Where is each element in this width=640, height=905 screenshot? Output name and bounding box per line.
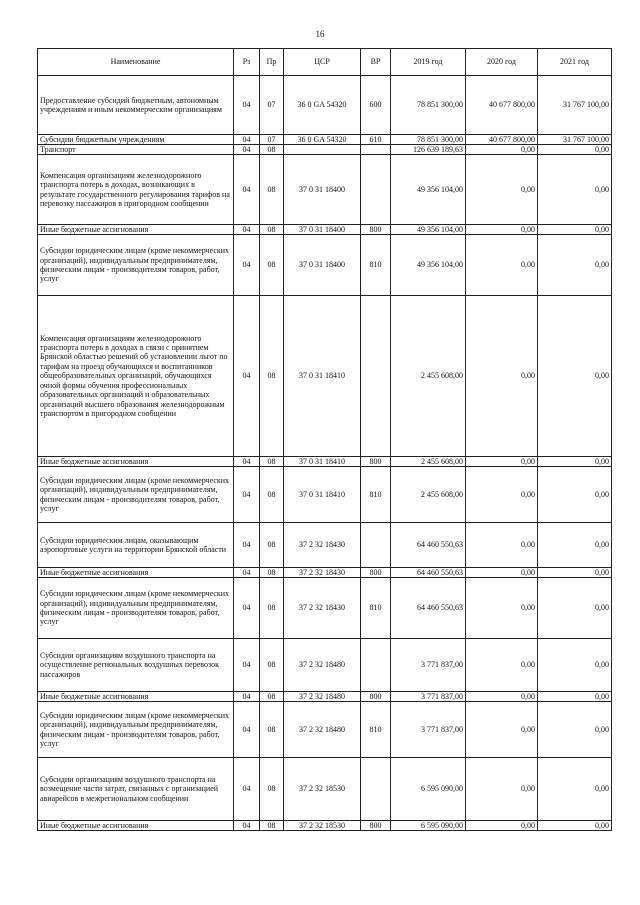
cell-2020: 0,00 [466,467,538,523]
cell-csr [284,145,361,155]
cell-vr: 800 [361,568,391,578]
cell-2020: 0,00 [466,155,538,225]
cell-vr: 810 [361,467,391,523]
cell-name: Субсидии бюджетным учреждениям [38,135,234,145]
cell-2021: 0,00 [538,467,612,523]
cell-2020: 0,00 [466,692,538,702]
cell-rz: 04 [234,702,260,758]
cell-2019: 64 460 550,63 [391,578,466,639]
cell-csr: 37 2 32 18530 [284,821,361,831]
cell-csr: 37 0 31 18400 [284,155,361,225]
cell-pr: 08 [260,578,284,639]
cell-vr: 800 [361,457,391,467]
cell-pr: 07 [260,135,284,145]
cell-2019: 6 595 090,00 [391,821,466,831]
cell-csr: 36 0 GA 54320 [284,135,361,145]
table-row [38,578,612,639]
cell-rz: 04 [234,568,260,578]
header-2021: 2021 год [538,49,612,76]
cell-rz: 04 [234,145,260,155]
cell-2020: 0,00 [466,457,538,467]
cell-vr [361,296,391,457]
header-rz: Рз [234,49,260,76]
cell-pr: 08 [260,296,284,457]
cell-pr: 08 [260,568,284,578]
header-csr: ЦСР [284,49,361,76]
cell-rz: 04 [234,225,260,235]
cell-2021: 0,00 [538,702,612,758]
cell-csr: 37 0 31 18400 [284,235,361,296]
cell-rz: 04 [234,523,260,568]
cell-2020: 0,00 [466,821,538,831]
cell-name: Компенсация организациям железнодорожного транспорта потерь в доходах, возникающих в результате государственного регулирования тарифов на перевозку пассажиров в пригородном сообщении [38,155,234,225]
cell-2021: 0,00 [538,457,612,467]
table-row [38,523,612,568]
cell-2020: 0,00 [466,758,538,821]
cell-pr: 08 [260,639,284,692]
table-row [38,639,612,692]
cell-pr: 08 [260,702,284,758]
header-2020: 2020 год [466,49,538,76]
cell-vr: 810 [361,578,391,639]
cell-csr: 37 2 32 18480 [284,639,361,692]
cell-2019: 126 639 189,63 [391,145,466,155]
cell-2021: 31 767 100,00 [538,76,612,135]
cell-2020: 0,00 [466,702,538,758]
cell-name: Иные бюджетные ассигнования [38,225,234,235]
cell-2021: 0,00 [538,568,612,578]
cell-csr: 37 2 32 18480 [284,702,361,758]
cell-name: Субсидии юридическим лицам (кроме некоммерческих организаций), индивидуальным предпринимателям, физическим лицам - производителям товаров, работ, услуг [38,578,234,639]
table-body [38,76,612,831]
cell-vr [361,758,391,821]
cell-2021: 0,00 [538,639,612,692]
table-row [38,145,612,155]
cell-csr: 37 2 32 18530 [284,758,361,821]
cell-csr: 37 2 32 18430 [284,578,361,639]
cell-2019: 49 356 104,00 [391,235,466,296]
cell-vr [361,155,391,225]
cell-name: Транспорт [38,145,234,155]
cell-2020: 0,00 [466,568,538,578]
cell-rz: 04 [234,821,260,831]
cell-csr: 37 0 31 18410 [284,457,361,467]
table-row [38,457,612,467]
cell-rz: 04 [234,457,260,467]
cell-rz: 04 [234,467,260,523]
cell-name: Иные бюджетные ассигнования [38,568,234,578]
table-row [38,296,612,457]
cell-2020: 0,00 [466,225,538,235]
cell-2021: 0,00 [538,225,612,235]
cell-2020: 0,00 [466,523,538,568]
cell-2020: 40 677 800,00 [466,76,538,135]
cell-2021: 0,00 [538,155,612,225]
cell-2021: 0,00 [538,758,612,821]
cell-2019: 2 455 608,00 [391,467,466,523]
table-row [38,758,612,821]
cell-name: Субсидии юридическим лицам (кроме некоммерческих организаций), индивидуальным предпринимателям, физическим лицам - производителям товаров, работ, услуг [38,702,234,758]
cell-pr: 08 [260,692,284,702]
cell-vr: 800 [361,821,391,831]
cell-2020: 0,00 [466,145,538,155]
cell-2019: 3 771 837,00 [391,639,466,692]
table-row [38,135,612,145]
table-row [38,568,612,578]
cell-2019: 49 356 104,00 [391,225,466,235]
cell-2020: 0,00 [466,639,538,692]
table-row [38,235,612,296]
cell-pr: 08 [260,235,284,296]
cell-pr: 07 [260,76,284,135]
cell-pr: 08 [260,155,284,225]
table-row [38,76,612,135]
cell-2021: 0,00 [538,578,612,639]
cell-name: Субсидии организациям воздушного транспорта на возмещение части затрат, связанных с организацией авиарейсов в межрегиональном сообщении [38,758,234,821]
cell-csr: 37 0 31 18410 [284,467,361,523]
cell-vr: 800 [361,225,391,235]
cell-2019: 49 356 104,00 [391,155,466,225]
cell-vr [361,145,391,155]
cell-2019: 3 771 837,00 [391,702,466,758]
cell-2019: 3 771 837,00 [391,692,466,702]
table-row [38,821,612,831]
cell-pr: 08 [260,145,284,155]
cell-name: Предоставление субсидий бюджетным, автономным учреждениям и иным некоммерческим организациям [38,76,234,135]
cell-2021: 0,00 [538,296,612,457]
table-row [38,692,612,702]
cell-name: Компенсация организациям железнодорожного транспорта потерь в доходах в связи с принятием Брянской областью решений об установлении льгот по тарифам на проезд обучающихся и воспитанников общеобразовательных организаций, обучающихся очной формы обучения профессиональных образовательных организаций и образовательных организаций высшего образования железнодорожным транспортом в пригородном сообщении [38,296,234,457]
budget-table [37,48,612,831]
cell-2019: 6 595 090,00 [391,758,466,821]
page-number: 16 [315,29,325,39]
cell-csr: 36 0 GA 54320 [284,76,361,135]
cell-vr: 810 [361,235,391,296]
cell-vr: 600 [361,76,391,135]
header-2019: 2019 год [391,49,466,76]
cell-2020: 40 677 800,00 [466,135,538,145]
cell-csr: 37 0 31 18400 [284,225,361,235]
cell-name: Иные бюджетные ассигнования [38,821,234,831]
cell-2019: 2 455 608,00 [391,296,466,457]
cell-2019: 2 455 608,00 [391,457,466,467]
cell-vr: 800 [361,692,391,702]
header-name: Наименование [38,49,234,76]
cell-vr [361,639,391,692]
cell-pr: 08 [260,225,284,235]
cell-rz: 04 [234,692,260,702]
cell-rz: 04 [234,758,260,821]
table-row [38,225,612,235]
cell-vr: 810 [361,702,391,758]
cell-2021: 0,00 [538,145,612,155]
cell-csr: 37 2 32 18480 [284,692,361,702]
cell-name: Субсидии юридическим лицам (кроме некоммерческих организаций), индивидуальным предпринимателям, физическим лицам - производителям товаров, работ, услуг [38,467,234,523]
header-pr: Пр [260,49,284,76]
cell-name: Субсидии юридическим лицам, оказывающим аэропортовые услуги на территории Брянской области [38,523,234,568]
cell-vr [361,523,391,568]
cell-name: Иные бюджетные ассигнования [38,457,234,467]
cell-rz: 04 [234,639,260,692]
cell-name: Иные бюджетные ассигнования [38,692,234,702]
table-row [38,467,612,523]
cell-2021: 0,00 [538,692,612,702]
cell-pr: 08 [260,821,284,831]
cell-2020: 0,00 [466,235,538,296]
cell-rz: 04 [234,155,260,225]
cell-csr: 37 0 31 18410 [284,296,361,457]
cell-pr: 08 [260,523,284,568]
cell-pr: 08 [260,457,284,467]
cell-name: Субсидии организациям воздушного транспорта на осуществление региональных воздушных перевозок пассажиров [38,639,234,692]
cell-2020: 0,00 [466,296,538,457]
cell-vr: 610 [361,135,391,145]
cell-2019: 64 460 550,63 [391,523,466,568]
cell-2021: 0,00 [538,821,612,831]
cell-rz: 04 [234,135,260,145]
cell-2019: 78 851 300,00 [391,135,466,145]
table-row [38,702,612,758]
cell-2021: 0,00 [538,235,612,296]
cell-rz: 04 [234,76,260,135]
cell-2020: 0,00 [466,578,538,639]
header-row [38,49,612,76]
cell-2021: 31 767 100,00 [538,135,612,145]
cell-pr: 08 [260,467,284,523]
cell-pr: 08 [260,758,284,821]
cell-rz: 04 [234,578,260,639]
cell-csr: 37 2 32 18430 [284,568,361,578]
cell-rz: 04 [234,296,260,457]
cell-2019: 64 460 550,63 [391,568,466,578]
header-vr: ВР [361,49,391,76]
cell-2021: 0,00 [538,523,612,568]
cell-csr: 37 2 32 18430 [284,523,361,568]
cell-rz: 04 [234,235,260,296]
cell-name: Субсидии юридическим лицам (кроме некоммерческих организаций), индивидуальным предпринимателям, физическим лицам - производителям товаров, работ, услуг [38,235,234,296]
table-row [38,155,612,225]
cell-2019: 78 851 300,00 [391,76,466,135]
